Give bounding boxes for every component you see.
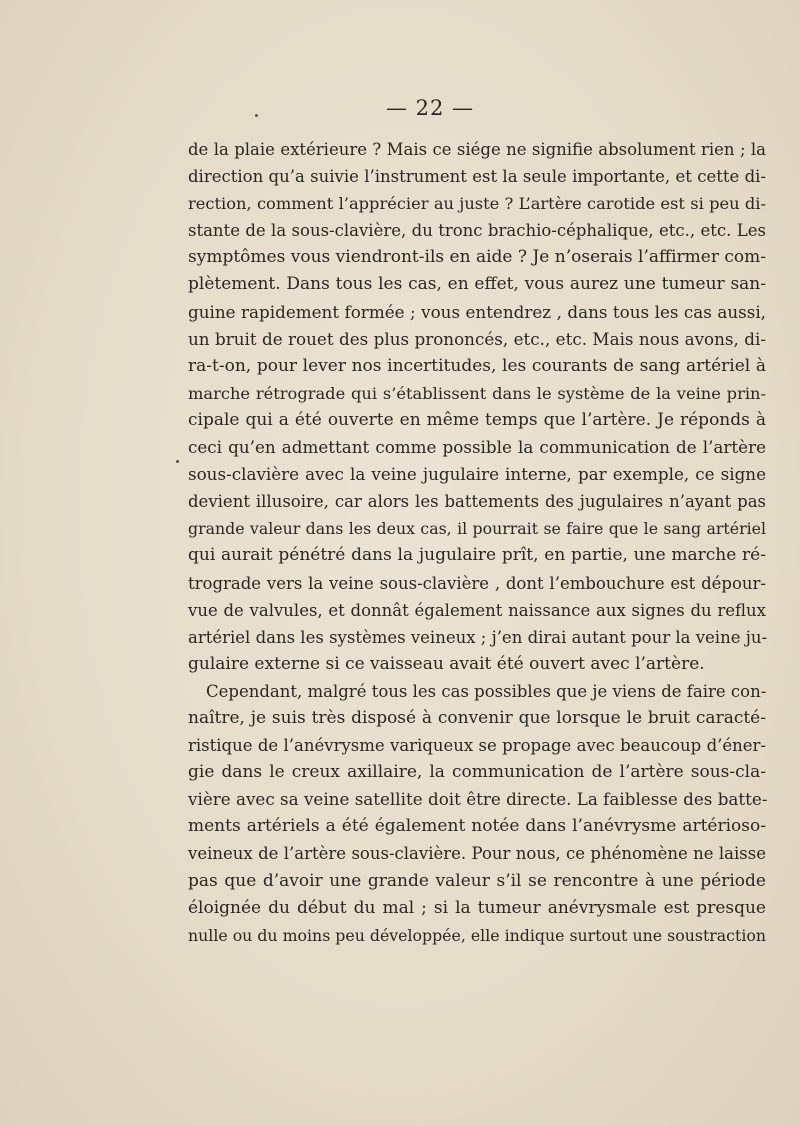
paragraph-1 [188, 136, 766, 678]
page-number: — 22 — [385, 96, 475, 120]
body-text [188, 136, 766, 949]
text-line: direction qu’a suivie l’instrument est la seule importante, et cette di- [188, 167, 766, 187]
text-line: un bruit de rouet des plus prononcés, etc., etc. Mais nous avons, di- [188, 328, 766, 349]
text-line: guine rapidement formée ; vous entendrez , dans tous les cas aussi, [188, 301, 766, 322]
text-line: marche rétrograde qui s’établissent dans le système de la veine prin- [188, 383, 766, 403]
text-line: grande valeur dans les deux cas, il pourrait se faire que le sang artériel [188, 519, 766, 539]
text-line: veineux de l’artère sous-clavière. Pour nous, ce phénomène ne laisse [188, 844, 766, 864]
text-line: pas que d’avoir une grande valeur s’il se rencontre à une période [188, 870, 766, 891]
text-line: ceci qu’en admettant comme possible la communication de l’artère [188, 437, 766, 458]
text-line: ra-t-on, pour lever nos incertitudes, les courants de sang artériel à [188, 355, 766, 376]
text-line: trograde vers la veine sous-clavière , dont l’embouchure est dépour- [188, 573, 766, 593]
text-line: de la plaie extérieure ? Mais ce siége ne signifie absolument rien ; la [188, 140, 766, 159]
text-line: symptômes vous viendront-ils en aide ? Je n’oserais l’affirmer com- [188, 247, 766, 268]
text-line: Cependant, malgré tous les cas possibles que je viens de faire con- [206, 681, 767, 701]
text-line: ments artériels a été également notée dans l’anévrysme artérioso- [188, 816, 766, 837]
text-line: rection, comment l’apprécier au juste ? L’artère carotide est si peu di- [188, 194, 766, 214]
text-line: plètement. Dans tous les cas, en effet, vous aurez une tumeur san- [188, 274, 766, 295]
text-line: éloignée du début du mal ; si la tumeur anévrysmale est presque [188, 897, 766, 918]
text-line: vière avec sa veine satellite doit être directe. La faiblesse des batte- [188, 789, 768, 810]
text-line: nulle ou du moins peu développée, elle indique surtout une soustraction [188, 925, 766, 945]
text-line: gie dans le creux axillaire, la communication de l’artère sous-cla- [188, 762, 766, 783]
text-line: stante de la sous-clavière, du tronc brachio-céphalique, etc., etc. Les [188, 221, 766, 241]
margin-dot [255, 114, 258, 117]
text-line: cipale qui a été ouverte en même temps que l’artère. Je réponds à [188, 409, 766, 430]
text-line: vue de valvules, et donnât également naissance aux signes du reflux [188, 600, 766, 620]
margin-dot [176, 460, 179, 463]
text-line: artériel dans les systèmes veineux ; j’en dirai autant pour la veine ju- [188, 627, 768, 647]
text-line: naître, je suis très disposé à convenir que lorsque le bruit caracté- [188, 707, 766, 728]
text-line: gulaire externe si ce vaisseau avait été ouvert avec l’artère. [188, 653, 705, 674]
paragraph-2 [188, 678, 766, 949]
text-line: qui aurait pénétré dans la jugulaire prît, en partie, une marche ré- [188, 545, 766, 566]
text-line: devient illusoire, car alors les battements des jugulaires n’ayant pas [188, 492, 766, 512]
text-line: sous-clavière avec la veine jugulaire interne, par exemple, ce signe [188, 464, 766, 485]
text-line: ristique de l’anévrysme variqueux se propage avec beaucoup d’éner- [188, 736, 766, 756]
